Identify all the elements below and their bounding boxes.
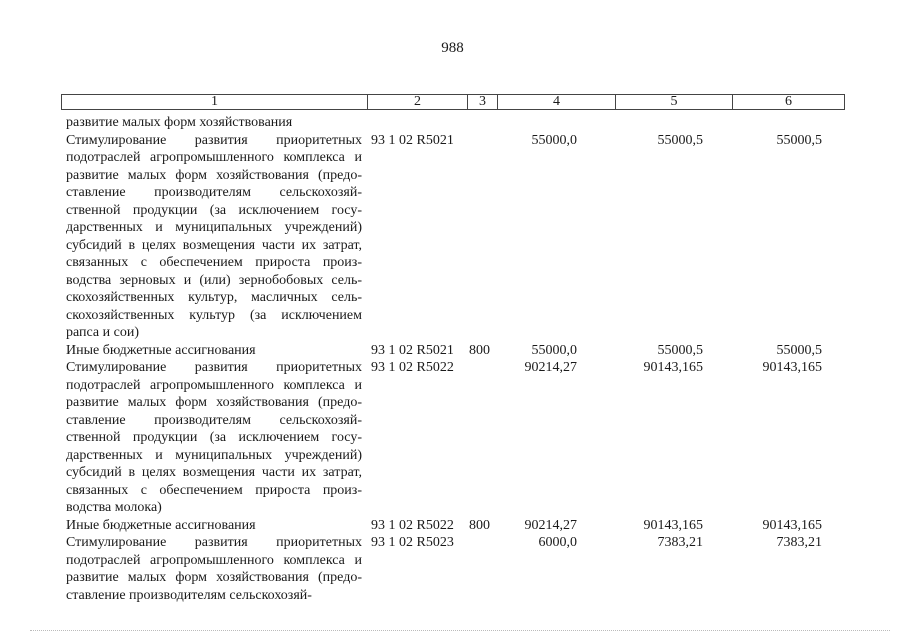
description-line: связанных с обеспечением прироста произ- [66,255,362,270]
header-col-3: 3 [467,95,497,109]
header-col-2: 2 [367,95,467,109]
value-col-6: 90143,165 [762,517,822,533]
header-col-5: 5 [615,95,732,109]
row-description [66,342,362,360]
value-col-6: 55000,5 [776,342,822,358]
value-col-6: 90143,165 [762,360,822,375]
description-line: субсидий в целях возмещения части их затрат, [66,237,362,253]
value-col-6: 7383,21 [776,535,822,550]
table-body [0,114,905,604]
budget-code: 93 1 02 R5022 [371,360,454,375]
table-row [0,517,905,535]
description-line: подотраслей агропромышленного комплекса и [66,552,362,568]
description-line: развитие малых форм хозяйствования (предо- [66,570,362,585]
header-col-4: 4 [497,95,615,109]
description-line: развитие малых форм хозяйствования (предо- [66,167,362,183]
description-line: ственной продукции (за исключением госу- [66,202,362,218]
description-line: водства молока) [66,500,162,515]
description-line: развитие малых форм хозяйствования [66,115,293,130]
description-line: Стимулирование развития приоритетных [66,360,362,375]
value-col-5: 55000,5 [657,342,703,358]
value-col-4: 90214,27 [524,360,577,375]
page-bottom-edge [30,630,890,632]
row-description [66,517,362,535]
value-col-5: 55000,5 [657,132,703,148]
table-row [0,534,905,604]
description-line: подотраслей агропромышленного комплекса и [66,377,362,393]
budget-code: 93 1 02 R5021 [371,342,454,358]
description-line: ставление производителям сельскохозяй- [66,412,362,428]
description-line: рапса и сои) [66,325,139,340]
value-col-5: 90143,165 [643,360,703,375]
value-col-5: 90143,165 [643,517,703,533]
description-line: Иные бюджетные ассигнования [66,342,256,358]
description-line: Иные бюджетные ассигнования [66,517,256,533]
header-col-6: 6 [732,95,844,109]
description-line: связанных с обеспечением прироста произ- [66,482,362,498]
value-col-4: 55000,0 [531,132,577,148]
row-description [66,359,362,517]
page-number: 988 [441,40,464,56]
description-line: ственной продукции (за исключением госу- [66,430,362,445]
description-line: Стимулирование развития приоритетных [66,132,362,148]
budget-code: 93 1 02 R5022 [371,517,454,533]
description-line: Стимулирование развития приоритетных [66,535,362,550]
row-description [66,534,362,604]
value-col-6: 55000,5 [776,132,822,148]
value-col-5: 7383,21 [657,535,703,550]
description-line: скохозяйственных культур (за исключением [66,307,362,323]
expense-type: 800 [469,517,490,533]
value-col-4: 6000,0 [538,535,577,550]
value-col-4: 55000,0 [531,342,577,358]
description-line: дарственных и муниципальных учреждений) [66,220,362,235]
description-line: водства зерновых и (или) зернобобовых сель- [66,272,362,288]
budget-code: 93 1 02 R5023 [371,535,454,550]
table-row [0,359,905,517]
description-line: подотраслей агропромышленного комплекса и [66,150,362,165]
description-line: дарственных и муниципальных учреждений) [66,447,362,463]
description-line: ставление производителям сельскохозяй- [66,587,312,603]
table-row [0,342,905,360]
description-line: ставление производителям сельскохозяй- [66,185,362,200]
row-description [66,114,362,132]
row-description [66,132,362,342]
table-row [0,114,905,132]
budget-code: 93 1 02 R5021 [371,132,454,148]
description-line: скохозяйственных культур, масличных сель- [66,290,362,305]
value-col-4: 90214,27 [524,517,577,533]
header-col-1: 1 [211,94,218,109]
table-row [0,132,905,342]
table-header [61,94,845,110]
expense-type: 800 [469,342,490,358]
description-line: субсидий в целях возмещения части их затрат, [66,465,362,480]
description-line: развитие малых форм хозяйствования (предо- [66,395,362,410]
